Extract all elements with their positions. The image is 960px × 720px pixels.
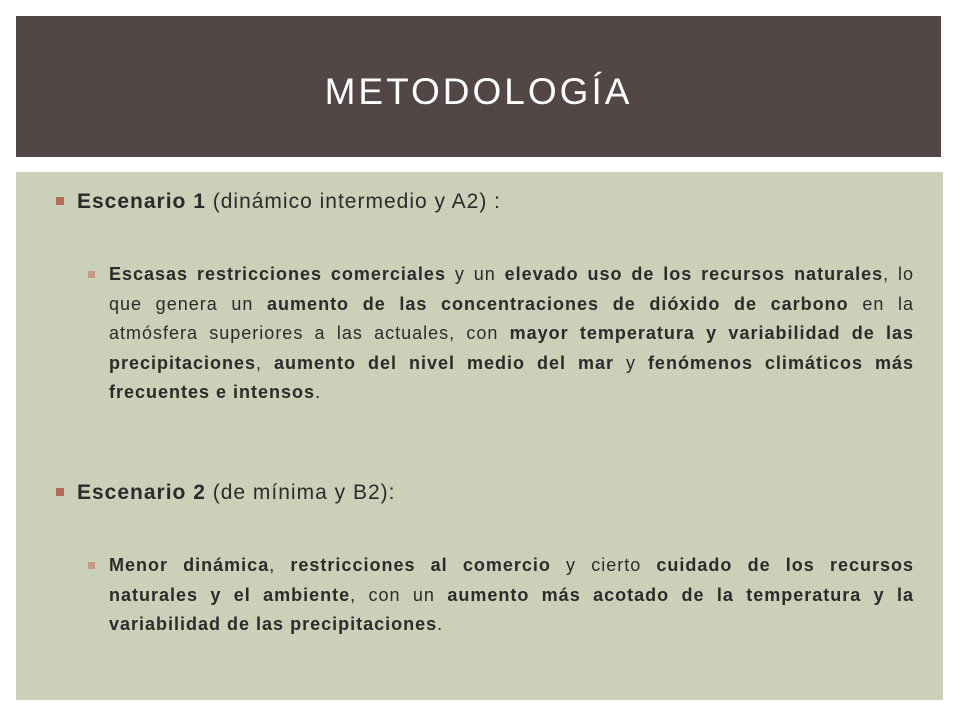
scenario2-desc-segment: restricciones al comercio [290, 555, 551, 575]
scenario2-desc-segment: aumento más acotado de la temperatura y la variabilidad de las precipitaciones [109, 584, 914, 634]
scenario-2-description [88, 551, 914, 640]
scenario-1-label: Escenario 1 [77, 190, 206, 213]
scenario1-desc-segment: Escasas restricciones comerciales [109, 264, 446, 284]
scenario2-desc-segment: , con un [350, 584, 448, 605]
scenario1-desc-segment: aumento de las concentraciones de dióxido de carbono [267, 293, 849, 314]
scenario1-desc-segment: mayor temperatura y variabilidad de las precipitaciones [109, 323, 914, 373]
scenario1-desc-segment: fenómenos climáticos más frecuentes e intensos [109, 352, 914, 402]
scenario-2-heading [56, 481, 923, 505]
scenario-1-detail: (dinámico intermedio y A2) : [205, 190, 502, 213]
scenario1-desc-segment: elevado uso de los recursos naturales [504, 264, 884, 284]
square-bullet-icon [56, 197, 64, 205]
scenario1-desc-segment: . [315, 382, 322, 402]
scenario-2-paragraph [109, 551, 914, 640]
scenario-2-label: Escenario 2 [77, 481, 206, 504]
scenario1-desc-segment: , [256, 352, 275, 373]
scenario1-desc-segment: aumento del nivel medio del mar [274, 352, 614, 373]
scenario-1-description [88, 260, 914, 408]
square-bullet-icon [56, 488, 64, 496]
scenario1-desc-segment: en la atmósfera superiores a las actuales, con [109, 293, 914, 343]
scenario2-desc-segment: . [437, 614, 444, 634]
scenario1-desc-segment: y un [445, 264, 505, 284]
title-bar [16, 16, 941, 157]
scenario2-desc-segment: cuidado de los recursos naturales y el ambiente [109, 555, 915, 605]
square-bullet-icon [88, 562, 95, 569]
scenario2-desc-segment: Menor dinámica [109, 555, 270, 575]
scenario2-desc-segment: y cierto [550, 555, 657, 575]
scenario-1-heading [56, 190, 923, 214]
slide-title: METODOLOGÍA [324, 70, 633, 112]
scenario2-desc-segment: , [269, 555, 291, 575]
content-area [16, 172, 943, 700]
scenario-1-paragraph [109, 260, 914, 408]
scenario-2-detail: (de mínima y B2): [205, 481, 396, 504]
scenario1-desc-segment: y [613, 352, 648, 373]
scenario1-desc-segment: , lo que genera un [109, 264, 914, 314]
square-bullet-icon [88, 271, 95, 278]
